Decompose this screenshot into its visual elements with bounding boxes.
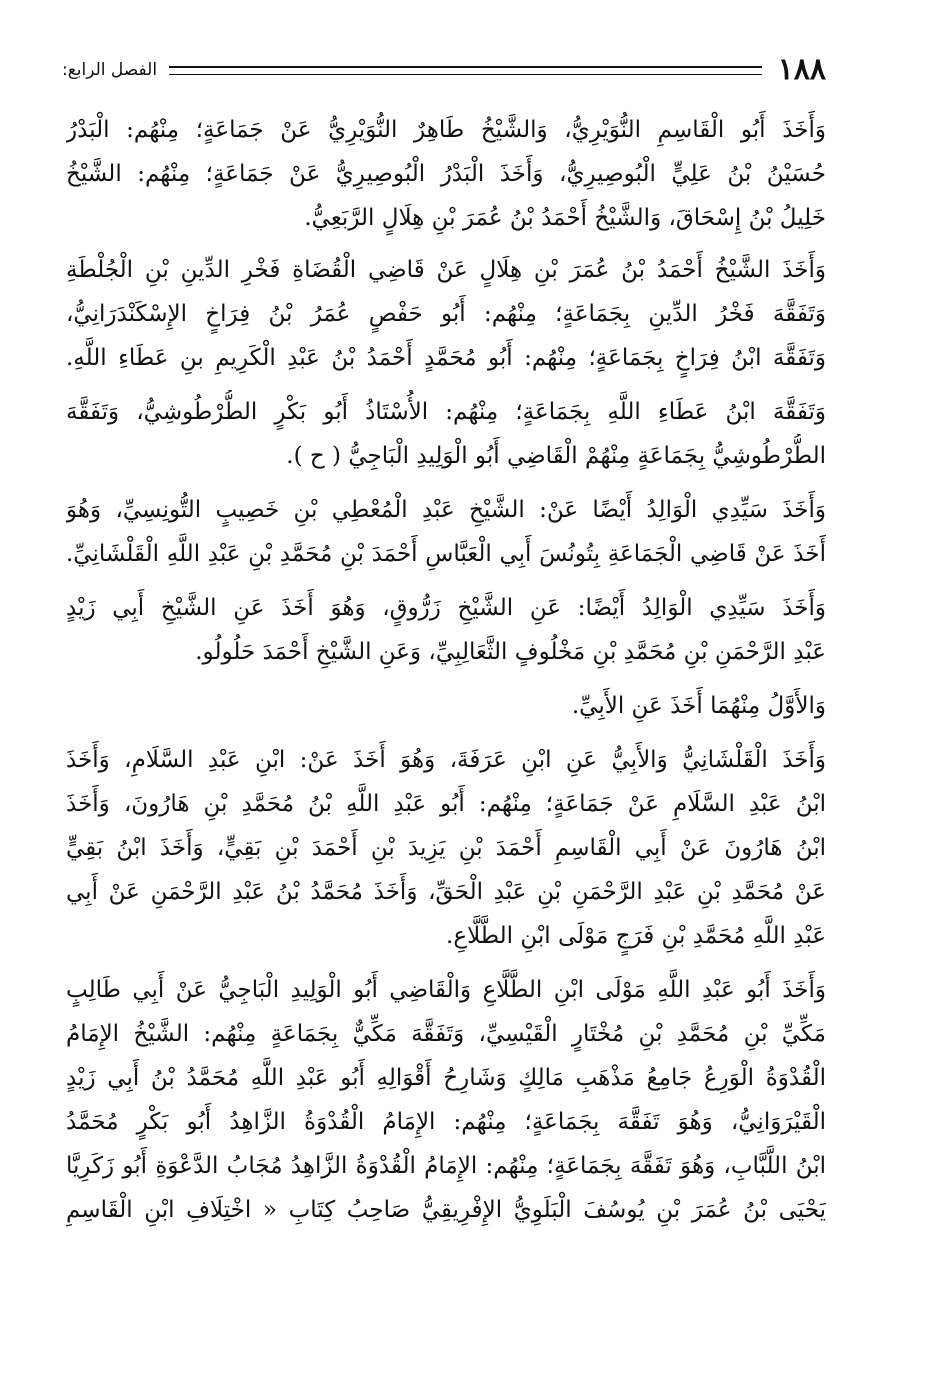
- text-line: ابْنُ اللَّبَّابِ، وَهُوَ تَفَقَّهَ بِجَمَاعَةٍ؛ مِنْهُم: الإِمَامُ الْقُدْوَةُ الزَّاهِدُ مُجَابُ الدَّعْوَةِ أَبُو زَكَرِيَّا: [66, 1153, 826, 1179]
- paragraph: [66, 248, 826, 380]
- text-line: ابْنُ عَبْدِ السَّلَامِ عَنْ جَمَاعَةٍ؛ مِنْهُم: أَبُو عَبْدِ اللَّهِ بْنُ مُحَمَّدِ بْنِ هَارُونَ، وَأَخَذَ: [66, 791, 826, 817]
- body-text: [66, 108, 826, 1242]
- text-line: الْقُدْوَةُ الْوَرِعُ جَامِعُ مَذْهَبِ مَالِكٍ وَشَارِحُ أَقْوَالِهِ أَبُو عَبْدِ اللَّهِ مُحَمَّدُ بْنُ أَبِي زَيْدٍ: [66, 1065, 826, 1091]
- text-line: عَبْدِ الرَّحْمَنِ بْنِ مُحَمَّدِ بْنِ مَخْلُوفٍ الثَّعَالِبِيِّ، وَعَنِ الشَّيْخِ أَحْمَدَ حَلُولُو.: [195, 639, 826, 665]
- text-line: وَالأَوَّلُ مِنْهُمَا أَخَذَ عَنِ الأَبِيِّ.: [571, 693, 826, 719]
- paragraph: [66, 586, 826, 674]
- text-line: وَتَفَقَّهَ ابْنُ عَطَاءِ اللَّهِ بِجَمَاعَةٍ؛ مِنْهُم: الأُسْتَاذُ أَبُو بَكْرٍ الطُّرْطُوشِيُّ، وَتَفَقَّهَ: [66, 399, 826, 425]
- header-rule: [169, 66, 762, 75]
- text-line: الْقَيْرَوَانِيُّ، وَهُوَ تَفَقَّهَ بِجَمَاعَةٍ؛ مِنْهُم: الإِمَامُ الْقُدْوَةُ الزَّاهِدُ أَبُو بَكْرٍ مُحَمَّدُ: [66, 1109, 826, 1135]
- text-line: وَتَفَقَّهَ ابْنُ فِرَاخٍ بِجَمَاعَةٍ؛ مِنْهُم: أَبُو مُحَمَّدٍ أَحْمَدُ بْنُ عَبْدِ الْكَرِيمِ بنِ عَطَاءِ اللَّهِ.: [66, 345, 826, 371]
- text-line: أَخَذَ عَنْ قَاضِي الْجَمَاعَةِ بِتُونُسَ أَبِي الْعَبَّاسِ أَحْمَدَ بْنِ مُحَمَّدِ بْنِ عَبْدِ اللَّهِ الْقَلْشَانِيِّ.: [66, 541, 826, 567]
- page-number: ١٨٨: [777, 52, 826, 87]
- text-line: وَأَخَذَ أَبُو الْقَاسِمِ النُّوَيْرِيُّ، وَالشَّيْخُ طَاهِرٌ النُّوَيْرِيُّ عَنْ جَمَاعَةٍ؛ مِنْهُم: الْبَدْرُ: [66, 117, 826, 143]
- paragraph: [66, 390, 826, 478]
- paragraph: [66, 968, 826, 1232]
- text-line: وَأَخَذَ سَيِّدِي الْوَالِدُ أَيْضًا عَنْ: الشَّيْخِ عَبْدِ الْمُعْطِي بْنِ خَصِيبٍ التُّونِسِيِّ، وَهُوَ: [66, 497, 826, 523]
- text-line: ابْنُ هَارُونَ عَنْ أَبِي الْقَاسِمِ أَحْمَدَ بْنِ يَزِيدَ بْنِ أَحْمَدَ بْنِ بَقِيٍّ، وَأَخَذَ ابْنُ بَقِيٍّ: [66, 835, 826, 861]
- paragraph: [66, 684, 826, 728]
- text-line: وَأَخَذَ الْقَلْشَانِيُّ وَالأَبِيُّ عَنِ ابْنِ عَرَفَةَ، وَهُوَ أَخَذَ عَنْ: ابْنِ عَبْدِ السَّلَامِ، وَأَخَذَ: [66, 747, 826, 773]
- text-line: حُسَيْنُ بْنُ عَلِيٍّ الْبُوصِيرِيُّ، وَأَخَذَ الْبَدْرُ الْبُوصِيرِيُّ عَنْ جَمَاعَةٍ؛ مِنْهُم: الشَّيْخُ: [66, 161, 826, 187]
- text-line: خَلِيلُ بْنُ إِسْحَاقَ، وَالشَّيْخُ أَحْمَدُ بْنُ عُمَرَ بْنِ هِلَالٍ الرَّبَعِيُّ.: [304, 205, 826, 231]
- paragraph: [66, 108, 826, 240]
- chapter-title: الفصل الرابع:: [62, 60, 158, 80]
- page-header: [62, 52, 826, 88]
- text-line: عَنْ مُحَمَّدِ بْنِ عَبْدِ الرَّحْمَنِ بْنِ عَبْدِ الْحَقِّ، وَأَخَذَ مُحَمَّدُ بْنُ عَبْدِ الرَّحْمَنِ عَنْ أَبِي: [66, 879, 826, 905]
- text-line: يَحْيَى بْنُ عُمَرَ بْنِ يُوسُفَ الْبَلَوِيُّ الإِفْرِيقِيُّ صَاحِبُ كِتَابِ « اخْتِلَافِ ابْنِ الْقَاسِمِ: [66, 1197, 826, 1223]
- text-line: عَبْدِ اللَّهِ مُحَمَّدِ بْنِ فَرَجٍ مَوْلَى ابْنِ الطَّلَّاعِ.: [446, 923, 826, 949]
- text-line: وَأَخَذَ أَبُو عَبْدِ اللَّهِ مَوْلَى ابْنِ الطَّلَّاعِ وَالْقَاضِي أَبُو الْوَلِيدِ الْبَاجِيُّ عَنْ أَبِي طَالِبٍ: [66, 977, 826, 1003]
- paragraph: [66, 488, 826, 576]
- text-line: وَتَفَقَّهَ فَخْرُ الدِّينِ بِجَمَاعَةٍ؛ مِنْهُم: أَبُو حَفْصٍ عُمَرُ بْنُ فِرَاخٍ الإِسْكَنْدَرَانِيُّ،: [66, 301, 826, 327]
- text-line: الطُّرْطُوشِيُّ بِجَمَاعَةٍ مِنْهُمْ الْقَاضِي أَبُو الْوَلِيدِ الْبَاجِيُّ ( ح ).: [286, 443, 826, 469]
- text-line: مَكِّيِّ بْنِ مُحَمَّدِ بْنِ مُخْتَارٍ الْقَيْسِيِّ، وَتَفَقَّهَ مَكِّيٌّ بِجَمَاعَةٍ مِنْهُم: الشَّيْخُ الإِمَامُ: [66, 1021, 826, 1047]
- text-line: وَأَخَذَ الشَّيْخُ أَحْمَدُ بْنُ عُمَرَ بْنِ هِلَالٍ عَنْ قَاضِي الْقُضَاةِ فَخْرِ الدِّينِ بْنِ الْجُلْطَةِ: [66, 257, 826, 283]
- text-line: وَأَخَذَ سَيِّدِي الْوَالِدُ أَيْضًا: عَنِ الشَّيْخِ زَرُّوقٍ، وَهُوَ أَخَذَ عَنِ الشَّيْخِ أَبِي زَيْدٍ: [66, 595, 826, 621]
- paragraph: [66, 738, 826, 958]
